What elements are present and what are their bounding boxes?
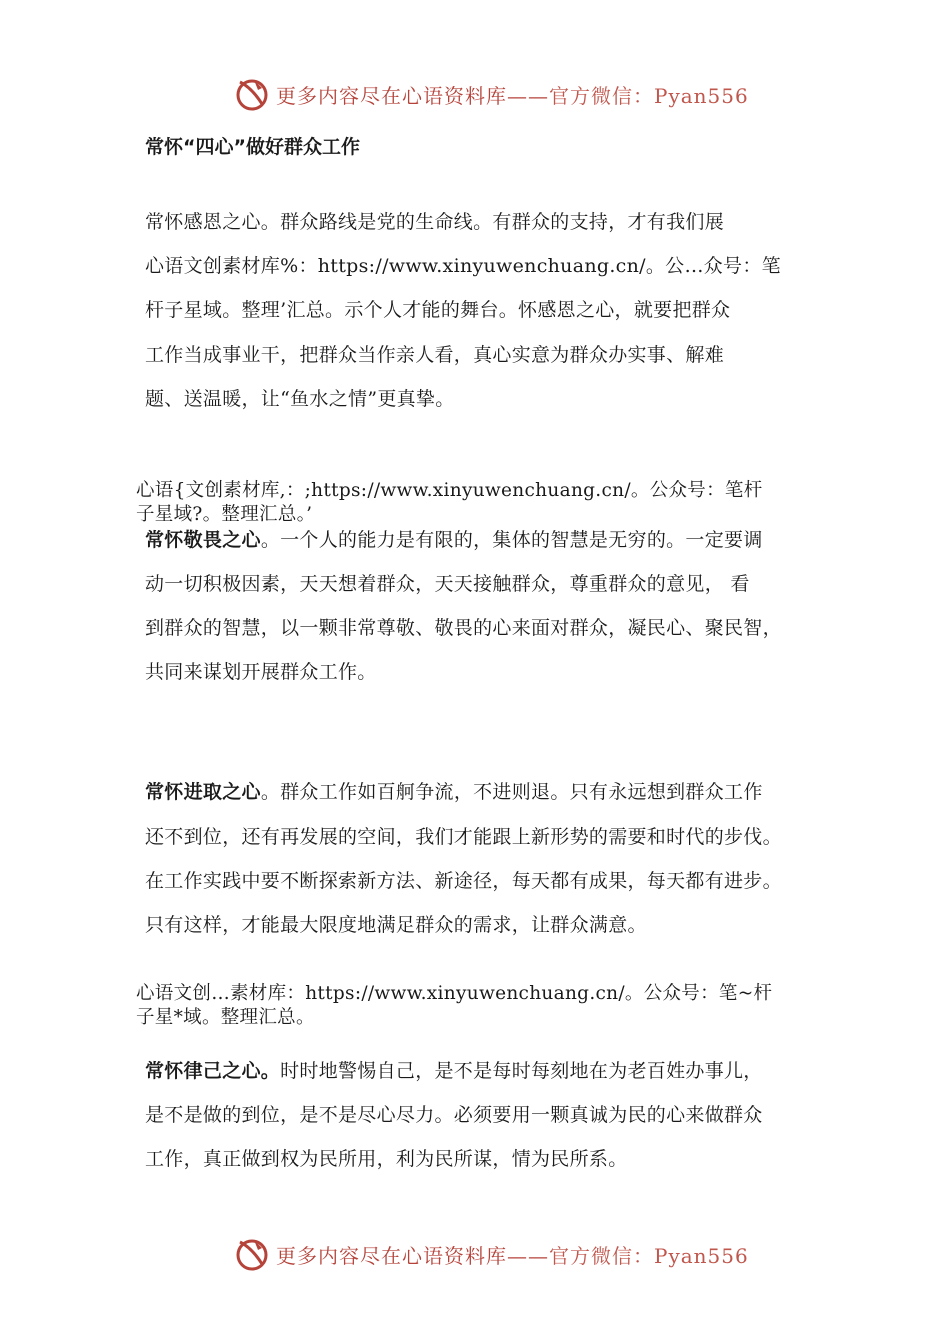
watermark-line: 子星域?。整理汇总。’ [136, 504, 313, 525]
section4-heading: 常怀律己之心。 [145, 1060, 281, 1082]
section4-line: 工作，真正做到权为民所用，利为民所谋，情为民所系。 [145, 1148, 628, 1170]
section3-first-line: 常怀进取之心。群众工作如百舸争流，不进则退。只有永远想到群众工作 [145, 781, 763, 803]
section2-line: 到群众的智慧，以一颗非常尊敬、敬畏的心来面对群众，凝民心、聚民智， [145, 617, 782, 639]
section2-line: 动一切积极因素，天天想着群众，天天接触群众，尊重群众的意见， 看 [145, 573, 750, 595]
section2-heading: 常怀敬畏之心 [145, 529, 261, 551]
watermark-line: 子星*域。整理汇总。 [136, 1007, 315, 1028]
section4-first-line: 常怀律己之心。时时地警惕自己，是不是每时每刻地在为老百姓办事儿， [145, 1060, 763, 1082]
section2-first-line: 常怀敬畏之心。一个人的能力是有限的，集体的智慧是无穷的。一定要调 [145, 529, 763, 551]
section1-line: 心语文创素材库%：https://www.xinyuwenchuang.cn/。公…众号：笔 [145, 255, 781, 277]
footer-banner-text: 更多内容尽在心语资料库——官方微信：Pyan556 [276, 1243, 749, 1268]
document-title: 常怀“四心”做好群众工作 [145, 136, 360, 158]
section4-line: 是不是做的到位，是不是尽心尽力。必须要用一颗真诚为民的心来做群众 [145, 1104, 763, 1126]
header-banner-text: 更多内容尽在心语资料库——官方微信：Pyan556 [276, 83, 749, 108]
section1-line: 题、送温暖，让“鱼水之情”更真挚。 [145, 388, 455, 410]
watermark-line: 心语{文创素材库,：;https://www.xinyuwenchuang.cn/。公众号：笔杆 [136, 480, 763, 501]
section3-heading: 常怀进取之心 [145, 781, 261, 803]
xinyu-logo-icon [232, 1234, 272, 1274]
section1-line: 杆子星域。整理’汇总。示个人才能的舞台。怀感恩之心，就要把群众 [145, 299, 731, 321]
watermark-line: 心语文创…素材库：https://www.xinyuwenchuang.cn/。公众号：笔~杆 [136, 983, 773, 1004]
xinyu-logo-icon [232, 74, 272, 114]
section3-line: 还不到位，还有再发展的空间，我们才能跟上新形势的需要和时代的步伐。 [145, 826, 782, 848]
section1-line: 常怀感恩之心。群众路线是党的生命线。有群众的支持，才有我们展 [145, 211, 725, 233]
section1-line: 工作当成事业干，把群众当作亲人看，真心实意为群众办实事、解难 [145, 344, 725, 366]
section3-line: 在工作实践中要不断探索新方法、新途径，每天都有成果，每天都有进步。 [145, 870, 782, 892]
header-banner [232, 72, 749, 116]
footer-banner [232, 1232, 749, 1276]
section3-line: 只有这样，才能最大限度地满足群众的需求，让群众满意。 [145, 914, 647, 936]
section2-line: 共同来谋划开展群众工作。 [145, 661, 377, 683]
